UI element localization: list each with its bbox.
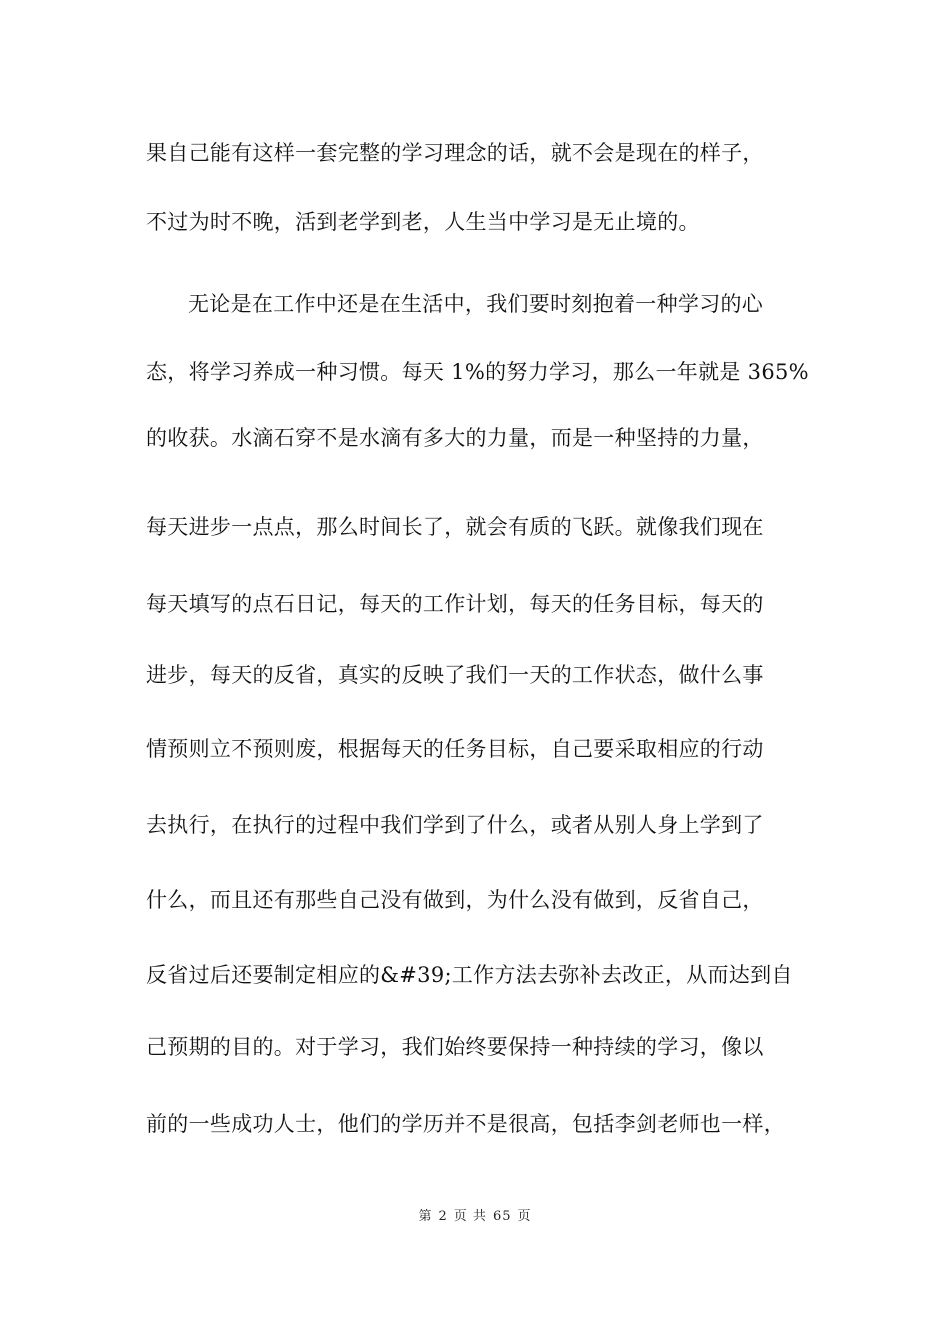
paragraph-line: 态，将学习养成一种习惯。每天 1%的努力学习，那么一年就是 365% [146,360,809,384]
paragraph-line: 每天填写的点石日记，每天的工作计划，每天的任务目标，每天的 [146,592,764,616]
footer-middle: 页 共 [453,1209,487,1224]
paragraph-line: 不过为时不晚，活到老学到老，人生当中学习是无止境的。 [146,210,700,234]
paragraph-line: 果自己能有这样一套完整的学习理念的话，就不会是现在的样子， [146,141,764,165]
paragraph-line: 己预期的目的。对于学习，我们始终要保持一种持续的学习，像以 [146,1035,764,1059]
footer-suffix: 页 [517,1209,532,1224]
footer-prefix: 第 [418,1209,433,1224]
footer-total-pages: 65 [492,1209,512,1224]
paragraph-line: 每天进步一点点，那么时间长了，就会有质的飞跃。就像我们现在 [146,515,764,539]
paragraph-line: 前的一些成功人士，他们的学历并不是很高，包括李剑老师也一样， [146,1112,785,1136]
paragraph-line: 去执行，在执行的过程中我们学到了什么，或者从别人身上学到了 [146,813,764,837]
paragraph-line: 情预则立不预则废，根据每天的任务目标，自己要采取相应的行动 [146,737,764,761]
paragraph-line: 什么，而且还有那些自己没有做到，为什么没有做到，反省自己， [146,888,764,912]
paragraph-line: 无论是在工作中还是在生活中，我们要时刻抱着一种学习的心 [188,292,764,316]
paragraph-line: 的收获。水滴石穿不是水滴有多大的力量，而是一种坚持的力量， [146,426,764,450]
paragraph-line: 反省过后还要制定相应的&#39;工作方法去弥补去改正，从而达到自 [146,963,793,987]
page-footer [0,1208,950,1226]
footer-page-number: 2 [438,1209,448,1224]
paragraph-line: 进步，每天的反省，真实的反映了我们一天的工作状态，做什么事 [146,663,764,687]
